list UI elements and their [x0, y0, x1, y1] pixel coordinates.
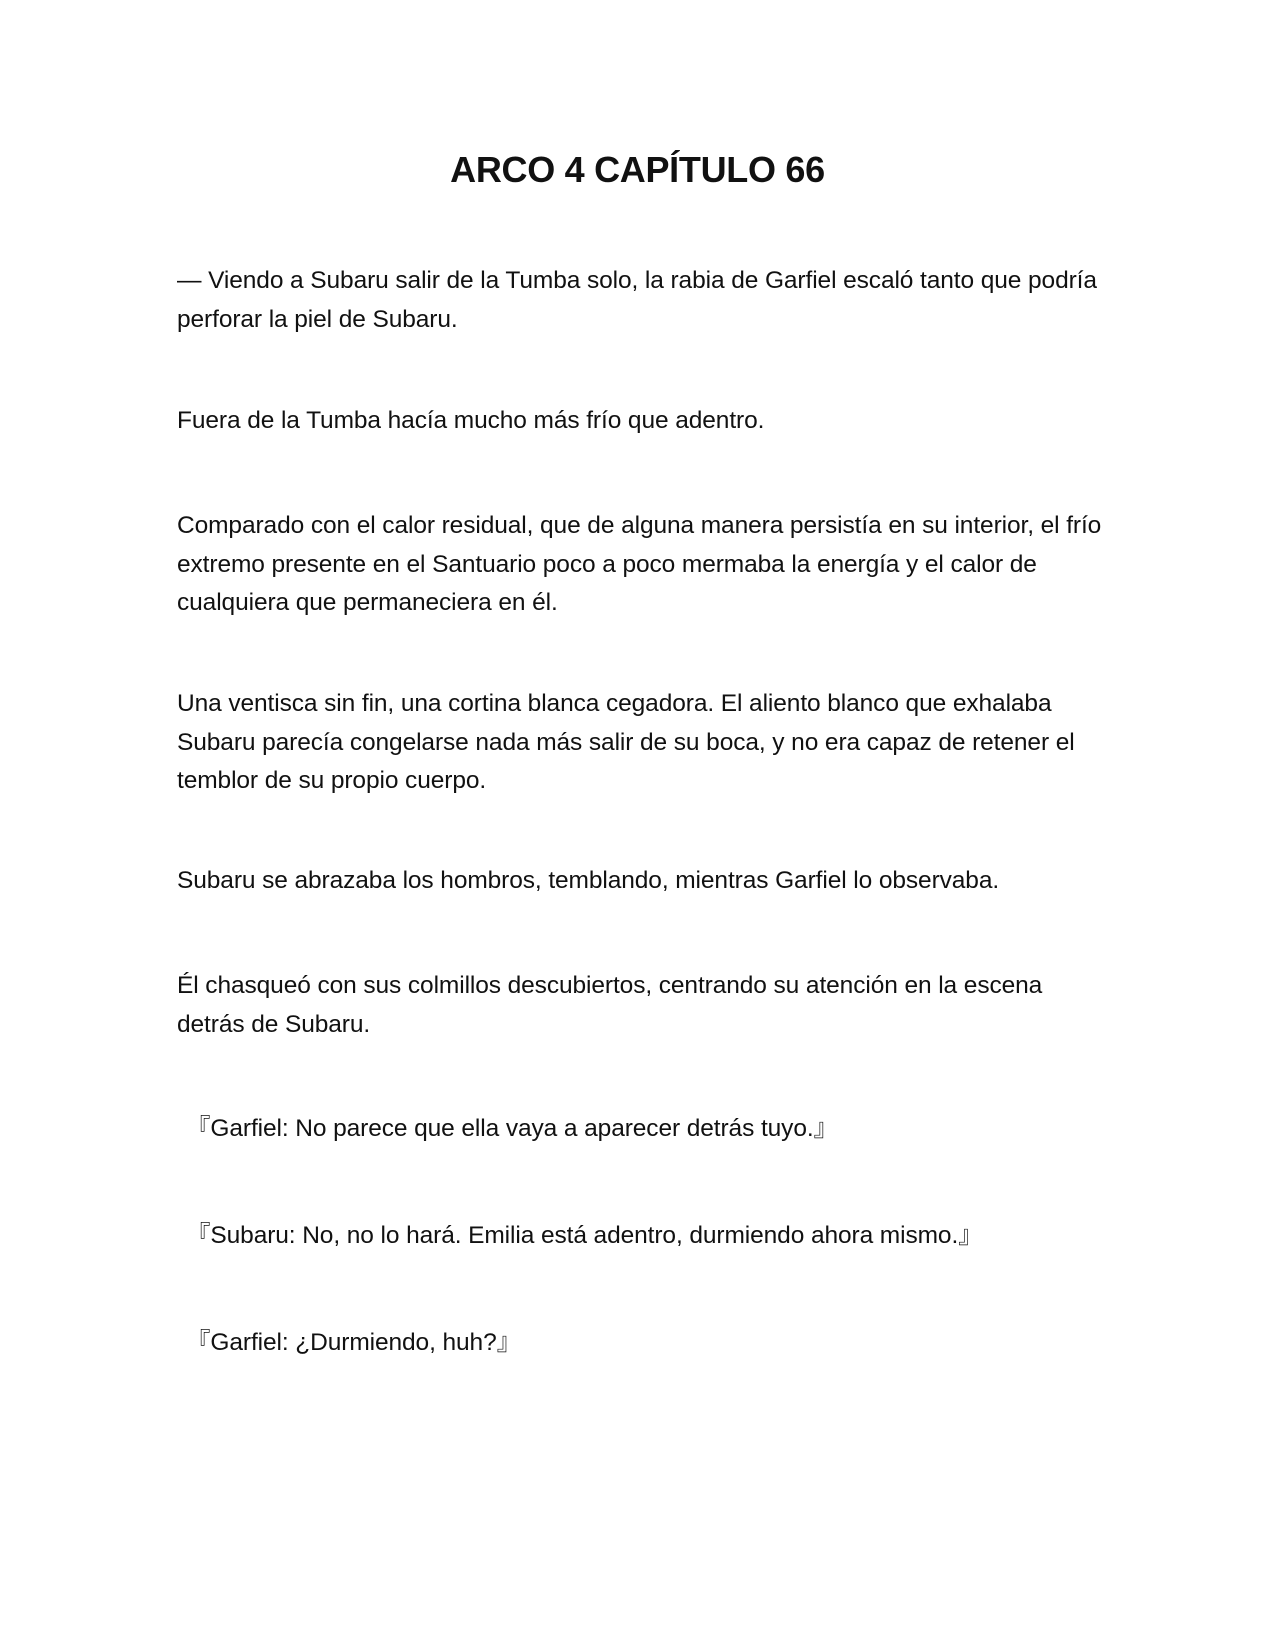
chapter-title: ARCO 4 CAPÍTULO 66 [450, 149, 825, 190]
dialogue-line-2: 『Subaru: No, no lo hará. Emilia está adentro, durmiendo ahora mismo.』 [186, 1222, 983, 1249]
paragraph-4: Una ventisca sin fin, una cortina blanca cegadora. El aliento blanco que exhalaba Subaru parecía congelarse nada más salir de su boca, y no era capaz de retener el temblor de su propio cuerpo. [177, 690, 1075, 794]
dialogue-line-3: 『Garfiel: ¿Durmiendo, huh?』 [186, 1329, 521, 1356]
paragraph-3: Comparado con el calor residual, que de alguna manera persistía en su interior, el frío extremo presente en el Santuario poco a poco mermaba la energía y el calor de cualquiera que permaneciera en él. [177, 512, 1102, 616]
paragraph-6: Él chasqueó con sus colmillos descubiertos, centrando su atención en la escena detrás de Subaru. [177, 972, 1043, 1038]
paragraph-1: — Viendo a Subaru salir de la Tumba solo, la rabia de Garfiel escaló tanto que podría perforar la piel de Subaru. [177, 267, 1097, 333]
paragraph-2: Fuera de la Tumba hacía mucho más frío que adentro. [177, 407, 765, 434]
dialogue-line-1: 『Garfiel: No parece que ella vaya a aparecer detrás tuyo.』 [186, 1115, 838, 1142]
paragraph-5: Subaru se abrazaba los hombros, temblando, mientras Garfiel lo observaba. [177, 867, 1000, 894]
